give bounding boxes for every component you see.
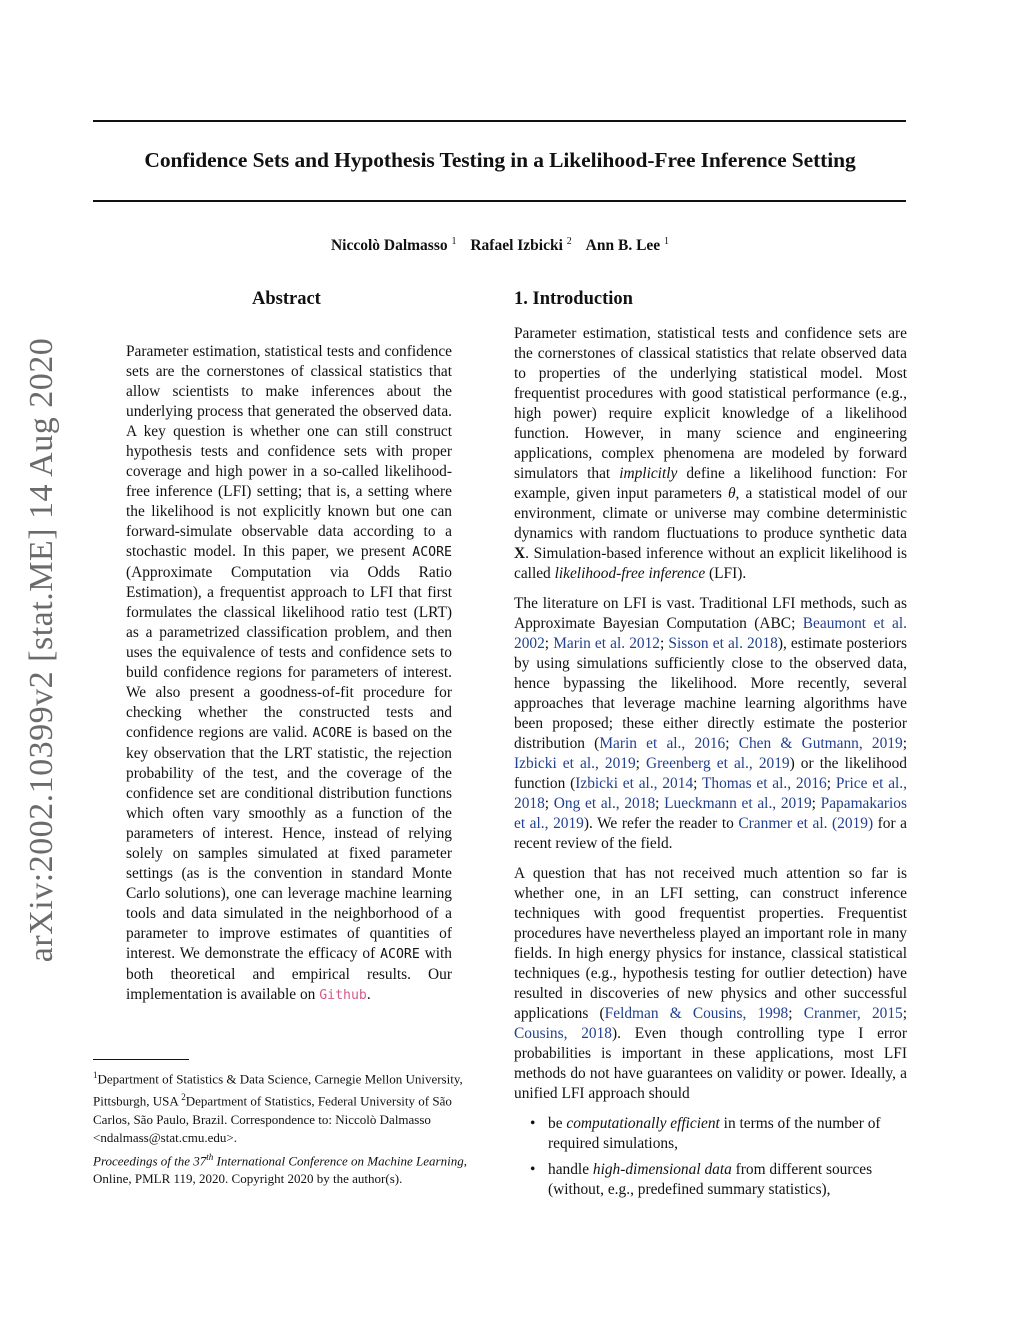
citation-link[interactable]: Sisson et al. 2018 (668, 635, 778, 652)
citation-link[interactable]: Cranmer et al. (2019) (738, 815, 874, 832)
acore-code-name: ACORE (380, 947, 420, 962)
citation-link[interactable]: Chen & Gutmann, 2019 (738, 735, 903, 752)
citation-link[interactable]: Izbicki et al., 2019 (514, 755, 636, 772)
requirements-list (530, 1114, 910, 1206)
author-name: Niccolò Dalmasso (330, 237, 448, 255)
title-top-rule (93, 120, 906, 122)
abstract-heading: Abstract (252, 289, 321, 309)
intro-paragraph-3: A question that has not received much attention so far is whether one, in an LFI setting, can construct inference techniques with good frequentist properties. Frequentist procedures have nevertheless played an important role in many fields. In high energy physics for instance, classical statistical techniques (e.g., hypothesis testing for outlier detection) have resulted in discoveries of new physics and other successful applications (Feldman & Cousins, 1998; Cranmer, 2015; Cousins, 2018). Even though controlling type I error probabilities is important in these applications, most LFI methods do not have guarantees on validity or power. Ideally, a unified LFI approach should (514, 865, 908, 1102)
bullet-icon: • (530, 1161, 536, 1178)
github-link[interactable]: Github (319, 988, 367, 1003)
list-item: • be computationally efficient in terms of the number of required simulations, (530, 1115, 881, 1152)
citation-link[interactable]: Feldman & Cousins, 1998 (604, 1005, 789, 1022)
citation-link[interactable]: Cousins, 2018 (514, 1025, 612, 1042)
author (470, 237, 571, 254)
proceedings-note: Proceedings of the 37th International Conference on Machine Learning, Online, PMLR 119, 2020. Copyright 2020 by the author(s). (93, 1152, 467, 1187)
acore-code-name: ACORE (412, 545, 452, 560)
author-list (0, 236, 1000, 255)
citation-link[interactable]: Price et al., 2018 (514, 775, 908, 812)
citation-link[interactable]: Thomas et al., 2016 (701, 775, 827, 792)
intro-paragraph-2: The literature on LFI is vast. Traditional LFI methods, such as Approximate Bayesian Computation (ABC; Beaumont et al. 2002; Marin et al. 2012; Sisson et al. 2018), estimate posteriors by using simulations sufficiently close to the observed data, hence bypassing the likelihood. More recently, several approaches that leverage machine learning algorithms have been proposed; these either directly estimate the posterior distribution (Marin et al., 2016; Chen & Gutmann, 2019; Izbicki et al., 2019; Greenberg et al., 2019) or the likelihood function (Izbicki et al., 2014; Thomas et al., 2016; Price et al., 2018; Ong et al., 2018; Lueckmann et al., 2019; Papamakarios et al., 2019). We refer the reader to Cranmer et al. (2019) for a recent review of the field. (514, 595, 908, 852)
citation-link[interactable]: Ong et al., 2018 (553, 795, 656, 812)
author-name: Ann B. Lee (585, 237, 661, 255)
affiliation-marker: 1 (451, 236, 457, 247)
citation-link[interactable]: Marin et al. 2012 (553, 635, 661, 652)
citation-link[interactable]: Papamakarios et al., 2019 (514, 795, 907, 832)
author (586, 237, 669, 254)
introduction-heading: 1. Introduction (514, 289, 633, 309)
intro-paragraph-1: Parameter estimation, statistical tests and confidence sets are the cornerstones of classical statistics that relate observed data to properties of the underlying statistical model. Most frequentist procedures with good statistical performance (e.g., high power) require explicit knowledge of a likelihood function. However, in many science and engineering applications, complex phenomena are modeled by forward simulators that implicitly define a likelihood function: For example, given input parameters θ, a statistical model of our environment, climate or universe may combine deterministic dynamics with random fluctuations to produce synthetic data X. Simulation-based inference without an explicit likelihood is called likelihood-free inference (LFI). (514, 325, 907, 582)
affiliation-marker: 2 (566, 236, 572, 247)
citation-link[interactable]: Lueckmann et al., 2019 (664, 795, 812, 812)
citation-link[interactable]: Izbicki et al., 2014 (575, 775, 694, 792)
title-bottom-rule (93, 200, 906, 202)
paper-title: Confidence Sets and Hypothesis Testing in a Likelihood-Free Inference Setting (144, 148, 856, 172)
bullet-icon: • (530, 1115, 536, 1132)
author-name: Rafael Izbicki (470, 237, 563, 255)
abstract-body: Parameter estimation, statistical tests and confidence sets are the cornerstones of classical statistics that allow scientists to make inferences about the underlying process that generated the observed data. A key question is whether one can still construct hypothesis tests and confidence sets with proper coverage and high power in a so-called likelihood-free inference (LFI) setting; that is, a setting where the likelihood is not explicitly known but one can forward-simulate observable data according to a stochastic model. In this paper, we present ACORE (Approximate Computation via Odds Ratio Estimation), a frequentist approach to LFI that first formulates the classical likelihood ratio test (LRT) as a parametrized classification problem, and then uses the equivalence of tests and confidence sets to build confidence regions for parameters of interest. We also present a goodness-of-fit procedure for checking whether the constructed tests and confidence regions are valid. ACORE is based on the key observation that the LRT statistic, the rejection probability of the test, and the coverage of the confidence set are conditional distribution functions which often vary smoothly as a function of the parameters of interest. Hence, instead of relying solely on samples simulated at fixed parameter settings (as is the convention in standard Monte Carlo solutions), one can leverage machine learning tools and data simulated in the neighborhood of a parameter to improve estimates of quantities of interest. We demonstrate the efficacy of ACORE with both theoretical and empirical results. Our implementation is available on Github. (126, 343, 452, 1003)
author (331, 237, 457, 254)
citation-link[interactable]: Beaumont et al. 2002 (514, 615, 907, 652)
affiliation-footnote: $^1$Department of Statistics & Data Science, Carnegie Mellon University, Pittsburgh, USA $^2$Department of Statistics, Federal University of São Carlos, São Paulo, Brazil. Correspondence to: Niccolò Dalmasso <ndalmass@stat.cmu.edu>. (93, 1070, 463, 1145)
acore-code-name: ACORE (312, 726, 353, 741)
citation-link[interactable]: Marin et al., 2016 (599, 735, 726, 752)
footnote-rule (93, 1059, 189, 1060)
affiliation-marker: 1 (664, 236, 670, 247)
citation-link[interactable]: Cranmer, 2015 (803, 1005, 903, 1022)
citation-link[interactable]: Greenberg et al., 2019 (646, 755, 790, 772)
list-item: • handle high-dimensional data from different sources (without, e.g., predefined summary statistics), (530, 1161, 873, 1198)
arxiv-identifier-stamp: arXiv:2002.10399v2 [stat.ME] 14 Aug 2020 (23, 337, 60, 963)
